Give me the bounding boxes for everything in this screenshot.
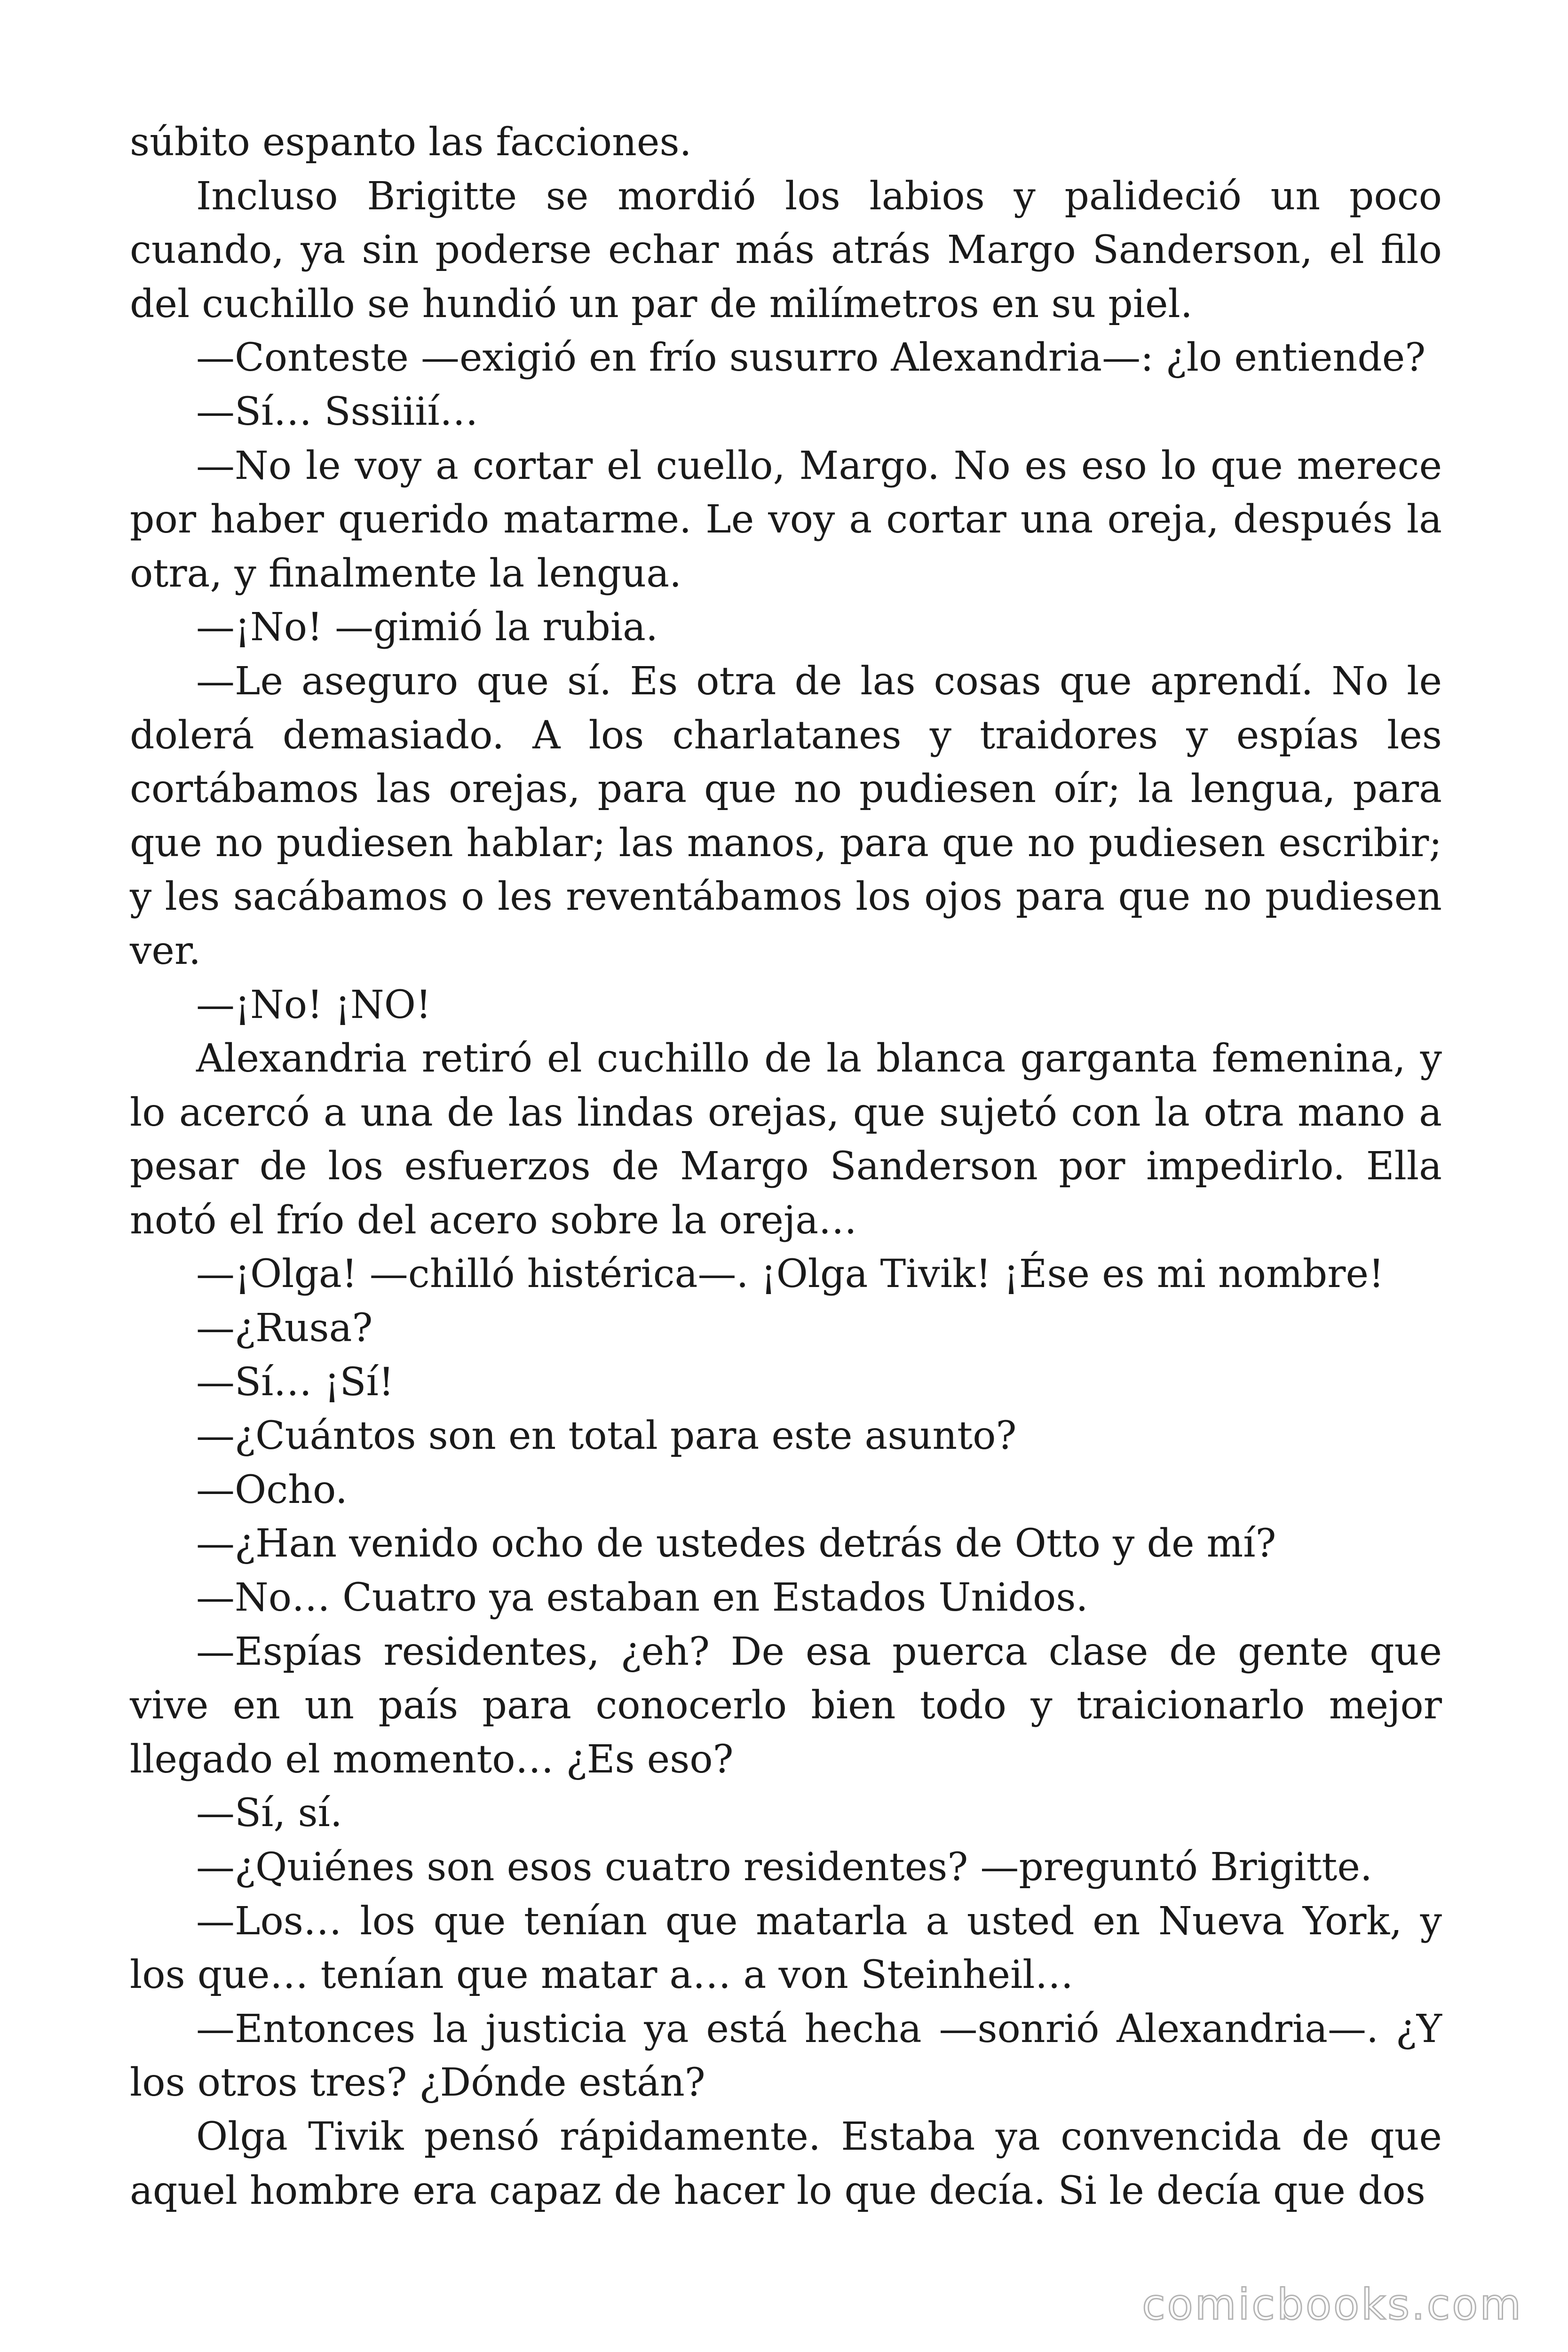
paragraph: —Los… los que tenían que matarla a usted en Nueva York, y los que… tenían que matar a… a von Steinheil… (130, 1899, 1442, 1998)
paragraph: —Sí… ¡Sí! (196, 1359, 394, 1405)
paragraph: —Entonces la justicia ya está hecha —sonrió Alexandria—. ¿Y los otros tres? ¿Dónde están? (130, 2006, 1442, 2106)
paragraph: —Le aseguro que sí. Es otra de las cosas que aprendí. No le dolerá demasiado. A los charlatanes y traidores y espías les cortábamos las orejas, para que no pudiesen oír; la lengua, para que no pudiesen hablar; las manos, para que no pudiesen escribir; y les sacábamos o les reventábamos los ojos para que no pudiesen ver. (130, 659, 1442, 973)
paragraph: —¡Olga! —chilló histérica—. ¡Olga Tivik! ¡Ése es mi nombre! (196, 1252, 1384, 1297)
paragraph: súbito espanto las facciones. (130, 120, 692, 165)
paragraph: —¿Rusa? (196, 1306, 373, 1351)
paragraph: Alexandria retiró el cuchillo de la blanca garganta femenina, y lo acercó a una de las lindas orejas, que sujetó con la otra mano a pesar de los esfuerzos de Margo Sanderson por impedirlo. Ella notó el frío del acero sobre la oreja… (130, 1036, 1442, 1243)
paragraph: —¿Quiénes son esos cuatro residentes? —preguntó Brigitte. (196, 1845, 1372, 1890)
paragraph: —¡No! ¡NO! (196, 982, 431, 1027)
paragraph: —Sí… Sssiiií… (196, 389, 478, 434)
paragraph: —Ocho. (196, 1467, 348, 1512)
paragraph: —No… Cuatro ya estaban en Estados Unidos. (196, 1575, 1088, 1621)
paragraph: —No le voy a cortar el cuello, Margo. No es eso lo que merece por haber querido matarme. Le voy a cortar una oreja, después la otra, y finalmente la lengua. (130, 443, 1442, 596)
paragraph: —Conteste —exigió en frío susurro Alexandria—: ¿lo entiende? (196, 335, 1426, 381)
paragraph: —¿Han venido ocho de ustedes detrás de Otto y de mí? (196, 1521, 1276, 1566)
paragraph: Olga Tivik pensó rápidamente. Estaba ya convencida de que aquel hombre era capaz de hacer lo que decía. Si le decía que dos (130, 2114, 1442, 2213)
paragraph: —Sí, sí. (196, 1791, 342, 1836)
paragraph: —¡No! —gimió la rubia. (196, 605, 658, 650)
site-watermark: comicbooks.com (1142, 2280, 1523, 2329)
paragraph: —Espías residentes, ¿eh? De esa puerca clase de gente que vive en un país para conocerlo bien todo y traicionarlo mejor llegado el momento… ¿Es eso? (130, 1629, 1442, 1782)
paragraph: Incluso Brigitte se mordió los labios y palideció un poco cuando, ya sin poderse echar más atrás Margo Sanderson, el filo del cuchillo se hundió un par de milímetros en su piel. (130, 174, 1442, 326)
body-text (130, 116, 1442, 2218)
paragraph: —¿Cuántos son en total para este asunto? (196, 1414, 1017, 1459)
